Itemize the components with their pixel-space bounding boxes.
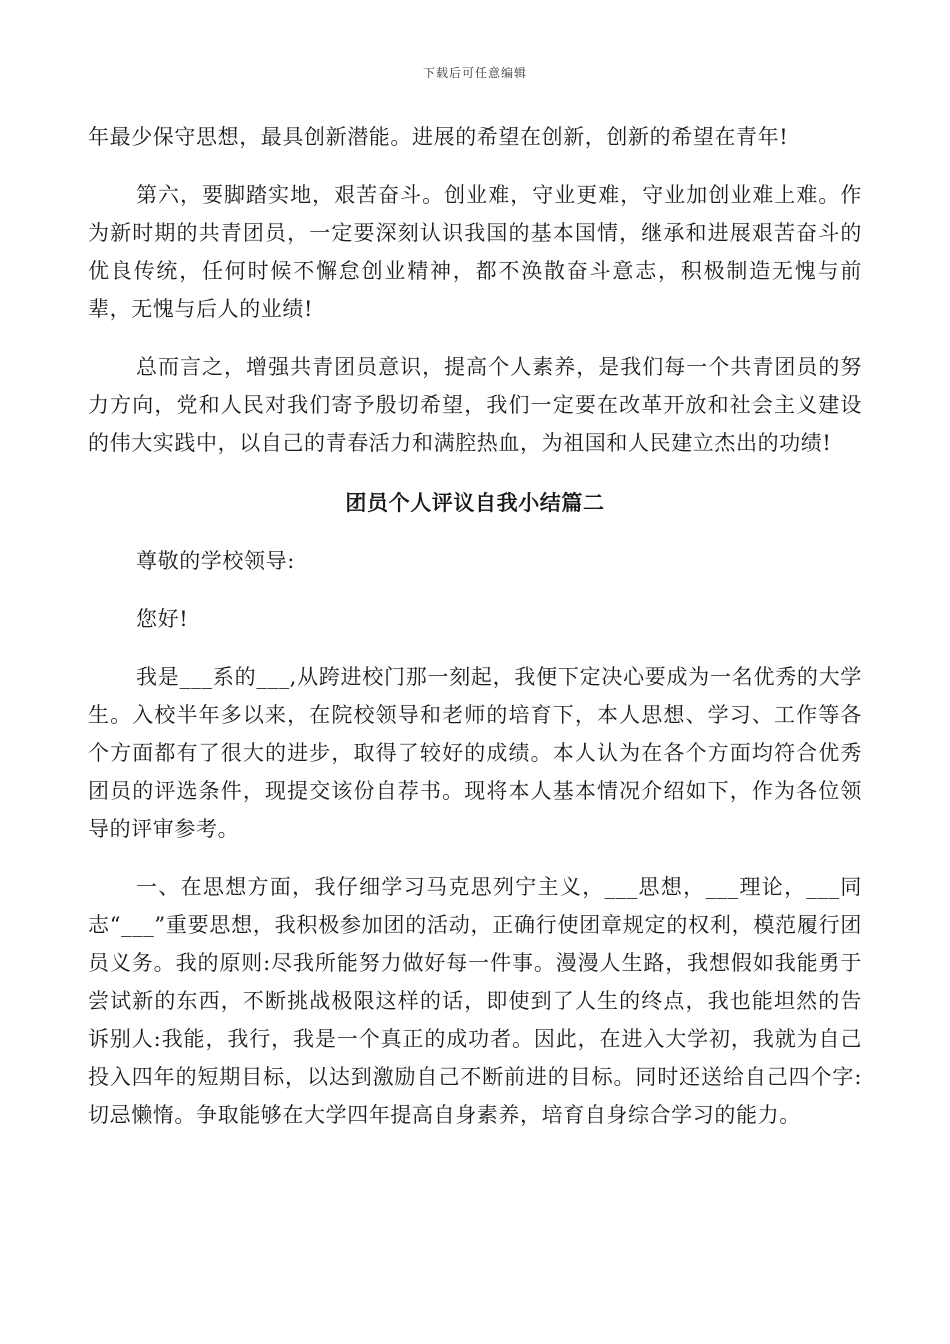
paragraph-introduction: 我是___系的___,从跨进校门那一刻起，我便下定决心要成为一名优秀的大学生。入校半年多以来，在院校领导和老师的培育下，本人思想、学习、工作等各个方面都有了很大的进步，取得了较好的成绩。本人认为在各个方面均符合优秀团员的评选条件，现提交该份自荐书。现将本人基本情况介绍如下，作为各位领导的评审参考。 <box>88 665 862 841</box>
greeting: 您好! <box>136 607 189 631</box>
salutation: 尊敬的学校领导: <box>136 549 295 573</box>
paragraph-ideology: 一、在思想方面，我仔细学习马克思列宁主义，___思想，___理论，___同志“___”重要思想，我积极参加团的活动，正确行使团章规定的权利，模范履行团员义务。我的原则:尽我所能努力做好每一件事。漫漫人生路，我想假如我能勇于尝试新的东西，不断挑战极限这样的话，即使到了人生的终点，我也能坦然的告诉别人:我能，我行，我是一个真正的成功者。因此，在进入大学初，我就为自己投入四年的短期目标，以达到激励自己不断前进的目标。同时还送给自己四个字:切忌懒惰。争取能够在大学四年提高自身素养，培育自身综合学习的能力。 <box>88 875 862 1127</box>
section-title: 团员个人评议自我小结篇二 <box>345 490 605 515</box>
paragraph-continuation: 年最少保守思想，最具创新潜能。进展的希望在创新，创新的希望在青年! <box>88 125 789 149</box>
paragraph-conclusion: 总而言之，增强共青团员意识，提高个人素养，是我们每一个共青团员的努力方向，党和人民对我们寄予殷切希望，我们一定要在改革开放和社会主义建设的伟大实践中，以自己的青春活力和满腔热血，为祖国和人民建立杰出的功绩! <box>88 355 862 455</box>
paragraph-sixth-point: 第六，要脚踏实地，艰苦奋斗。创业难，守业更难，守业加创业难上难。作为新时期的共青团员，一定要深刻认识我国的基本国情，继承和进展艰苦奋斗的优良传统，任何时候不懈怠创业精神，都不涣散奋斗意志，积极制造无愧与前辈，无愧与后人的业绩! <box>88 183 862 321</box>
document-body <box>88 118 862 1134</box>
page-header-note: 下载后可任意编辑 <box>422 66 527 80</box>
